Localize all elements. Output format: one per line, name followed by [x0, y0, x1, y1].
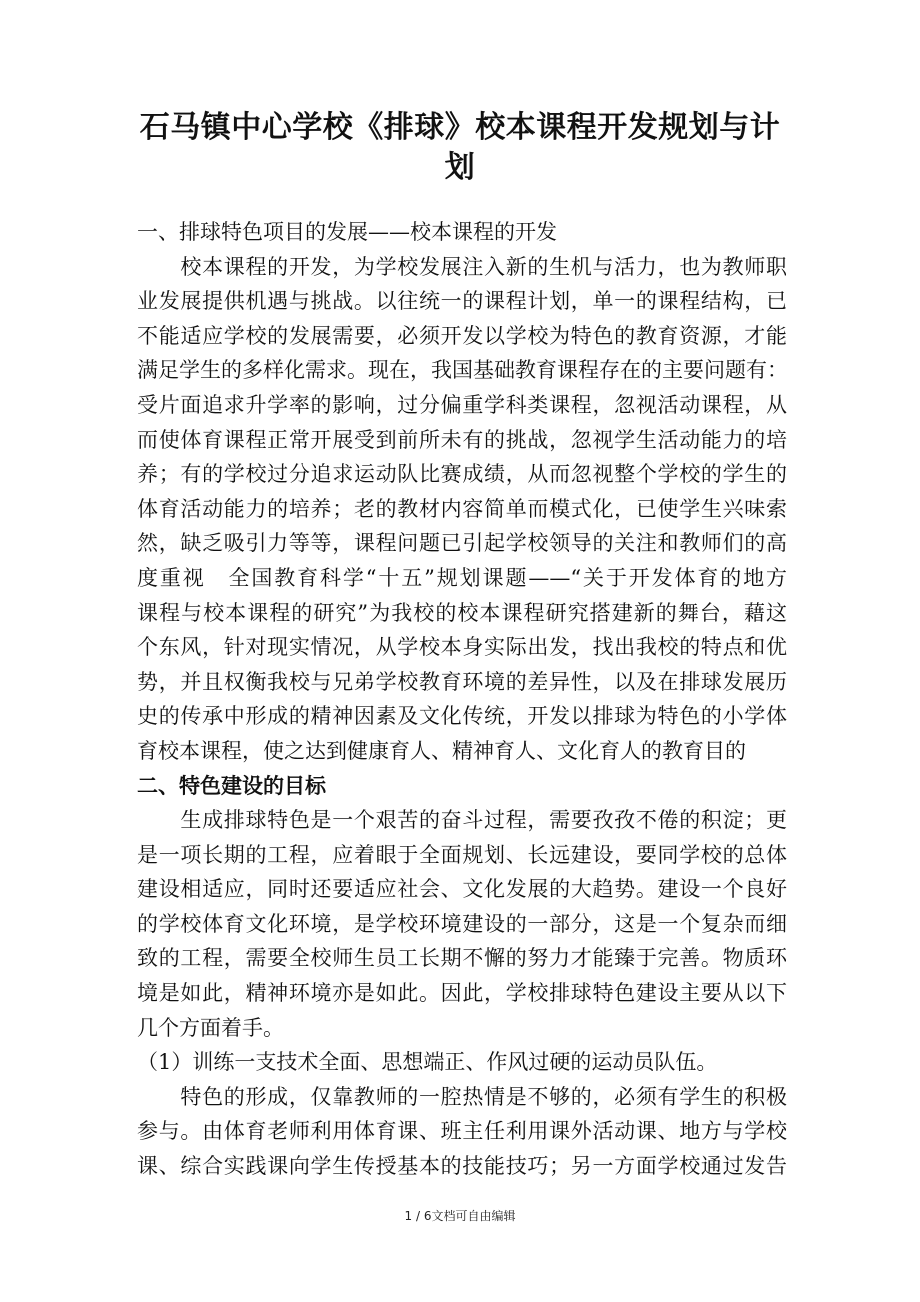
paragraph-line: 特色的形成，仅靠教师的一腔热情是不够的，必须有学生的积极	[137, 1084, 787, 1109]
paragraph-line: 史的传承中形成的精神因素及文化传统，开发以排球为特色的小学体	[137, 704, 787, 729]
paragraph-line: 的学校体育文化环境，是学校环境建设的一部分，这是一个复杂而细	[137, 911, 787, 936]
paragraph-line: 参与。由体育老师利用体育课、班主任利用课外活动课、地方与学校	[137, 1119, 787, 1144]
title-line-2: 划	[444, 150, 476, 185]
document-title	[120, 108, 800, 188]
paragraph-line: 养；有的学校过分追求运动队比赛成绩，从而忽视整个学校的学生的	[137, 462, 787, 487]
document-body	[137, 215, 787, 1184]
section-heading-2: 二、特色建设的目标	[137, 773, 326, 798]
paragraph-line: 课程与校本课程的研究”为我校的校本课程研究搭建新的舞台，藉这	[137, 600, 787, 625]
list-item-heading: （1）训练一支技术全面、思想端正、作风过硬的运动员队伍。	[137, 1050, 718, 1075]
paragraph-line: 致的工程，需要全校师生员工长期不懈的努力才能臻于完善。物质环	[137, 946, 787, 971]
title-line-1: 石马镇中心学校《排球》校本课程开发规划与计	[139, 110, 781, 145]
paragraph-line: 几个方面着手。	[137, 1015, 284, 1040]
paragraph-line: 然，缺乏吸引力等等，课程问题已引起学校领导的关注和教师们的高	[137, 531, 787, 556]
page-footer: 1 / 6文档可自由编辑	[404, 1209, 516, 1223]
paragraph-line: 育校本课程，使之达到健康育人、精神育人、文化育人的教育目的	[137, 738, 746, 763]
paragraph-line: 度重视 全国教育科学“十五”规划课题——“关于开发体育的地方	[137, 565, 787, 590]
paragraph-line: 体育活动能力的培养；老的教材内容简单而模式化，已使学生兴味索	[137, 496, 787, 521]
paragraph-line: 受片面追求升学率的影响，过分偏重学科类课程，忽视活动课程，从	[137, 392, 787, 417]
section-heading-1: 一、排球特色项目的发展——校本课程的开发	[137, 220, 557, 244]
paragraph-line: 不能适应学校的发展需要，必须开发以学校为特色的教育资源，才能	[137, 323, 787, 348]
paragraph-line: 业发展提供机遇与挑战。以往统一的课程计划，单一的课程结构，已	[137, 289, 787, 314]
paragraph-line: 势，并且权衡我校与兄弟学校教育环境的差异性，以及在排球发展历	[137, 669, 787, 694]
paragraph-line: 校本课程的开发，为学校发展注入新的生机与活力，也为教师职	[137, 254, 787, 279]
paragraph-line: 个东风，针对现实情况，从学校本身实际出发，找出我校的特点和优	[137, 635, 787, 660]
paragraph-line: 课、综合实践课向学生传授基本的技能技巧；另一方面学校通过发告	[137, 1154, 787, 1179]
paragraph-line: 生成排球特色是一个艰苦的奋斗过程，需要孜孜不倦的积淀；更	[137, 808, 787, 833]
paragraph-line: 而使体育课程正常开展受到前所未有的挑战，忽视学生活动能力的培	[137, 427, 787, 452]
paragraph-line: 境是如此，精神环境亦是如此。因此，学校排球特色建设主要从以下	[137, 981, 787, 1006]
paragraph-line: 建设相适应，同时还要适应社会、文化发展的大趋势。建设一个良好	[137, 877, 787, 902]
paragraph-line: 满足学生的多样化需求。现在，我国基础教育课程存在的主要问题有：	[137, 358, 788, 383]
paragraph-line: 是一项长期的工程，应着眼于全面规划、长远建设，要同学校的总体	[137, 842, 787, 867]
